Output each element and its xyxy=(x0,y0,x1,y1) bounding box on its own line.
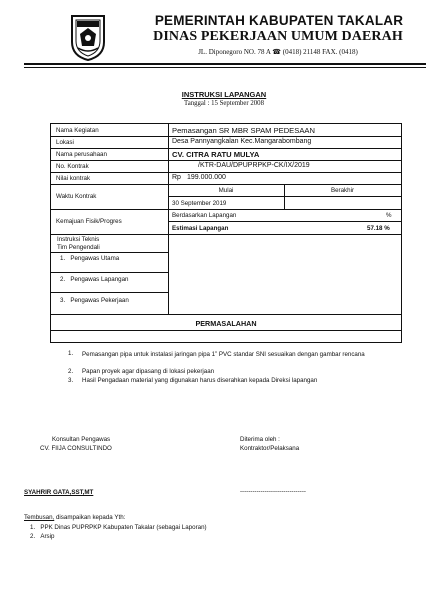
letterhead-rule-thick xyxy=(24,63,426,65)
signature-line: -------------------------------- xyxy=(240,488,306,495)
value-lokasi: Desa Pannyangkalan Kec.Mangarabombang xyxy=(172,138,312,145)
tembusan-item-1: 1. PPK Dinas PUPRPKP Kabupaten Takalar (sebagai Laporan) xyxy=(30,524,207,531)
tembusan-label: Tembusan, xyxy=(24,514,55,521)
tim-header-line1: Instruksi Teknis xyxy=(57,236,100,243)
label-estimasi-lapangan: Estimasi Lapangan xyxy=(172,225,229,232)
letterhead-rule-thin xyxy=(24,67,426,68)
value-berdasarkan-lapangan: % xyxy=(386,212,392,219)
value-mulai: 30 September 2019 xyxy=(172,200,227,207)
label-nilai-kontrak: Nilai kontrak xyxy=(56,175,91,182)
permasalahan-item-2-text: Papan proyek agar dipasang di lokasi pekerjaan xyxy=(82,368,215,375)
tembusan-item-2: 2. Arsip xyxy=(30,533,55,540)
tim-item-3: 3. Pengawas Pekerjaan xyxy=(60,297,129,304)
tembusan-rest: disampaikan kepada Yth: xyxy=(54,514,126,521)
permasalahan-item-2: 2. xyxy=(68,368,74,375)
label-kemajuan: Kemajuan Fisik/Progres xyxy=(56,218,122,225)
letterhead-department: DINAS PEKERJAAN UMUM DAERAH xyxy=(153,29,403,44)
konsultan-label: Konsultan Pengawas xyxy=(52,436,111,443)
value-estimasi-lapangan: 57.18 % xyxy=(367,225,390,232)
value-perusahaan: CV. CITRA RATU MULYA xyxy=(172,150,260,159)
kontraktor-label: Kontraktor/Pelaksana xyxy=(240,445,300,452)
konsultan-name: CV. FIIJA CONSULTINDO xyxy=(40,445,112,452)
tembusan-line xyxy=(24,514,125,521)
letterhead-government: PEMERINTAH KABUPATEN TAKALAR xyxy=(154,13,404,28)
label-waktu-kontrak: Waktu Kontrak xyxy=(56,193,97,200)
label-berakhir: Berakhir xyxy=(330,187,355,194)
permasalahan-title: PERMASALAHAN xyxy=(195,319,257,328)
permasalahan-item-3-text: Hasil Pengadaan material yang digunakan harus diserahkan kepada Direksi lapangan xyxy=(82,377,318,384)
label-mulai: Mulai xyxy=(218,187,234,194)
instruction-table xyxy=(50,123,402,343)
takalar-logo xyxy=(68,12,108,62)
document-date: Tanggal : 15 September 2008 xyxy=(184,100,264,107)
value-nilai-kontrak: 199.000.000 xyxy=(187,174,226,181)
label-nama-kegiatan: Nama Kegiatan xyxy=(56,127,99,134)
permasalahan-item-1-text: Pemasangan pipa untuk instalasi jaringan pipa 1” PVC standar SNI sesuaikan dengan gambar rencana xyxy=(82,351,365,358)
value-nilai-currency: Rp xyxy=(172,174,181,181)
permasalahan-item-1: 1. xyxy=(68,350,74,357)
value-no-kontrak: /KTR-DAU/DPUPRPKP-CK/IX/2019 xyxy=(198,162,310,169)
diterima-label: Diterima oleh : xyxy=(240,436,280,443)
label-no-kontrak: No. Kontrak xyxy=(56,163,89,170)
tim-item-2: 2. Pengawas Lapangan xyxy=(60,276,129,283)
value-nama-kegiatan: Pemasangan SR MBR SPAM PEDESAAN xyxy=(172,126,315,135)
letterhead-address: JL. Diponegoro NO. 78 A ☎ (0418) 21148 FAX. (0418) xyxy=(198,48,358,56)
label-lokasi: Lokasi xyxy=(56,139,74,146)
permasalahan-item-3: 3. xyxy=(68,377,74,384)
tim-header-line2: Tim Pengendali xyxy=(57,244,100,251)
signatory-name: SYAHRIR GATA,SST,MT xyxy=(24,489,94,496)
label-berdasarkan-lapangan: Berdasarkan Lapangan xyxy=(172,212,237,219)
document-title: INSTRUKSI LAPANGAN xyxy=(181,90,267,99)
label-perusahaan: Nama perusahaan xyxy=(56,151,107,158)
tim-item-1: 1. Pengawas Utama xyxy=(60,255,120,262)
